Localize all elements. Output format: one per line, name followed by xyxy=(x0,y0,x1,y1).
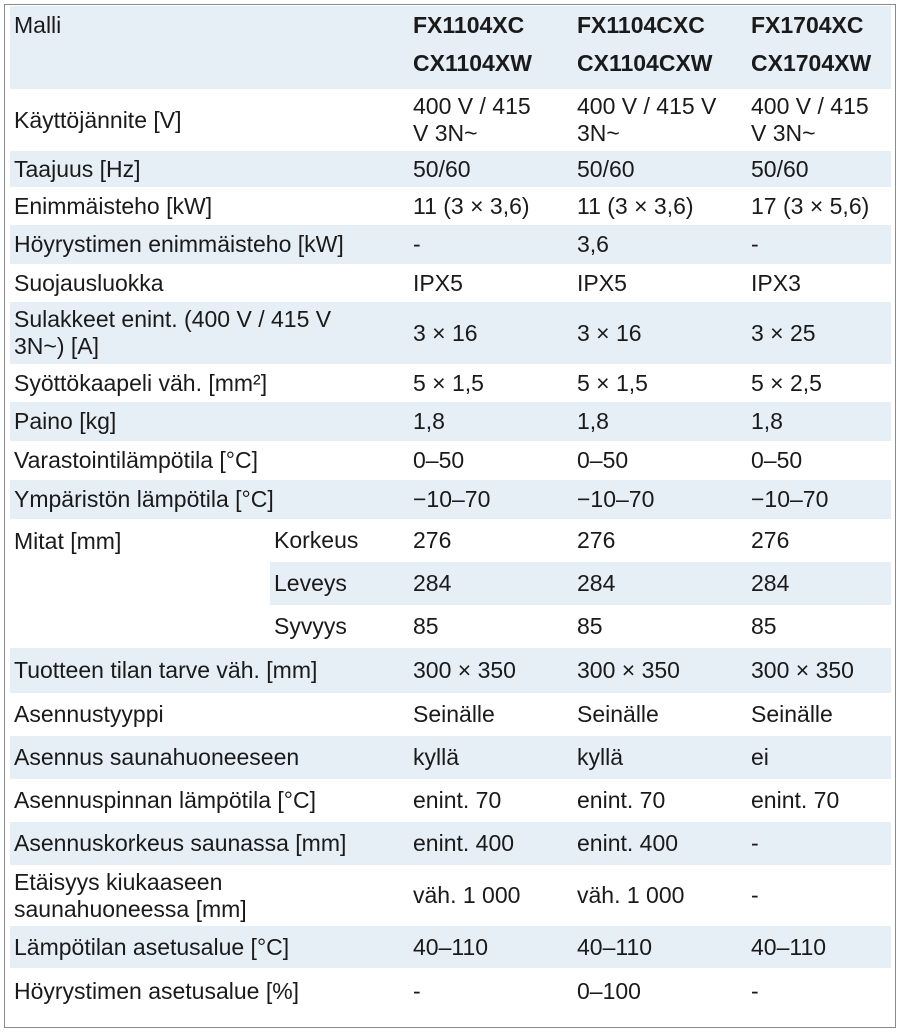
row-value: 400 V / 415 V 3N~ xyxy=(413,93,531,146)
table-row xyxy=(10,187,891,225)
row-label: Asennustyyppi xyxy=(14,701,164,727)
row-value: −10–70 xyxy=(413,486,491,512)
row-label: Etäisyys kiukaaseen saunahuoneessa [mm] xyxy=(14,868,247,922)
row-label: Asennus saunahuoneeseen xyxy=(14,744,300,770)
row-value: IPX5 xyxy=(413,269,463,296)
row-value: 0–50 xyxy=(413,447,465,473)
table-row xyxy=(10,926,891,968)
dimensions-block xyxy=(10,519,891,648)
row-value: 85 xyxy=(577,613,603,639)
row-value: - xyxy=(751,978,759,1004)
table-row xyxy=(10,364,891,402)
table-row xyxy=(10,89,891,151)
row-label: Taajuus [Hz] xyxy=(14,155,141,182)
row-value: 3 × 16 xyxy=(577,319,642,346)
table-row xyxy=(270,519,891,562)
row-value: 284 xyxy=(577,570,616,596)
table-row xyxy=(10,480,891,519)
row-value: 300 × 350 xyxy=(751,657,854,683)
row-value: 0–50 xyxy=(751,447,803,473)
row-label: Lämpötilan asetusalue [°C] xyxy=(14,933,290,960)
row-label: Enimmäisteho [kW] xyxy=(14,192,213,219)
row-label: Ympäristön lämpötila [°C] xyxy=(14,486,274,512)
row-label: Asennuspinnan lämpötila [°C] xyxy=(14,787,316,813)
row-value: 50/60 xyxy=(577,155,635,182)
table-row xyxy=(10,822,891,865)
row-value: 276 xyxy=(413,527,452,553)
row-label: Käyttöjännite [V] xyxy=(14,106,182,133)
row-label: Tuotteen tilan tarve väh. [mm] xyxy=(14,657,318,683)
row-label: Sulakkeet enint. (400 V / 415 V 3N~) [A] xyxy=(14,306,332,359)
row-value: - xyxy=(413,231,421,257)
table-row xyxy=(270,562,891,605)
table-row xyxy=(10,648,891,693)
row-value: - xyxy=(751,830,759,856)
row-label: Höyrystimen enimmäisteho [kW] xyxy=(14,231,344,257)
row-value: 400 V / 415 V 3N~ xyxy=(751,93,869,146)
row-value: enint. 70 xyxy=(413,787,502,813)
row-value: väh. 1 000 xyxy=(413,882,521,908)
row-value: −10–70 xyxy=(751,486,829,512)
spec-table-frame xyxy=(4,4,896,1028)
model-2-line2: CX1104CXW xyxy=(577,50,713,76)
row-value: - xyxy=(751,882,759,908)
row-value: 40–110 xyxy=(413,933,489,960)
header-model-1 xyxy=(409,6,573,82)
row-value: −10–70 xyxy=(577,486,655,512)
row-value: 5 × 2,5 xyxy=(751,369,822,396)
row-value: 17 (3 × 5,6) xyxy=(751,192,870,219)
row-value: 3 × 25 xyxy=(751,319,816,346)
row-value: enint. 400 xyxy=(577,830,679,856)
model-3-line1: FX1704XC xyxy=(751,12,864,38)
row-value: 85 xyxy=(413,613,439,639)
row-value: 11 (3 × 3,6) xyxy=(413,192,530,219)
header-model-3 xyxy=(747,6,890,82)
table-row xyxy=(10,441,891,480)
table-row xyxy=(10,968,891,1015)
row-value: Seinälle xyxy=(577,701,659,727)
row-value: Seinälle xyxy=(751,701,833,727)
model-3-line2: CX1704XW xyxy=(751,50,872,76)
row-value: enint. 70 xyxy=(577,787,666,813)
row-value: 284 xyxy=(751,570,790,596)
row-value: 276 xyxy=(751,527,790,553)
row-value: enint. 70 xyxy=(751,787,840,813)
row-value: 5 × 1,5 xyxy=(413,369,484,396)
row-value: 400 V / 415 V 3N~ xyxy=(577,93,717,146)
row-label: Varastointilämpötila [°C] xyxy=(14,447,258,473)
row-value: kyllä xyxy=(577,744,624,770)
table-header-row xyxy=(10,6,891,89)
model-1-line1: FX1104XC xyxy=(413,12,525,38)
table-row xyxy=(10,865,891,926)
dimensions-label: Mitat [mm] xyxy=(14,528,122,554)
row-value: IPX5 xyxy=(577,269,627,296)
row-value: 1,8 xyxy=(751,408,783,434)
row-value: 276 xyxy=(577,527,616,553)
row-value: Seinälle xyxy=(413,701,495,727)
table-row xyxy=(10,264,891,302)
row-label: Paino [kg] xyxy=(14,408,117,434)
dimension-label: Syvyys xyxy=(274,613,347,639)
header-model-2 xyxy=(573,6,747,82)
dimension-label: Leveys xyxy=(274,570,347,596)
row-value: 11 (3 × 3,6) xyxy=(577,192,694,219)
row-value: ei xyxy=(751,744,769,770)
model-1-line2: CX1104XW xyxy=(413,50,532,76)
dimension-label: Korkeus xyxy=(274,527,359,553)
row-value: 40–110 xyxy=(577,933,653,960)
row-value: 50/60 xyxy=(751,155,809,182)
row-label: Asennuskorkeus saunassa [mm] xyxy=(14,830,347,856)
table-row xyxy=(10,225,891,264)
dimensions-rows xyxy=(270,519,891,648)
row-value: - xyxy=(413,978,421,1004)
row-label: Suojausluokka xyxy=(14,269,164,296)
row-value: 85 xyxy=(751,613,777,639)
table-row xyxy=(10,302,891,364)
table-row xyxy=(10,402,891,441)
row-value: 300 × 350 xyxy=(577,657,680,683)
row-value: 300 × 350 xyxy=(413,657,516,683)
table-row xyxy=(10,151,891,187)
row-value: 0–50 xyxy=(577,447,629,473)
row-value: väh. 1 000 xyxy=(577,882,685,908)
row-value: 1,8 xyxy=(577,408,609,434)
table-row xyxy=(270,605,891,648)
row-label: Syöttökaapeli väh. [mm²] xyxy=(14,369,268,396)
row-value: 3 × 16 xyxy=(413,319,478,346)
row-value: 3,6 xyxy=(577,231,609,257)
row-value: 0–100 xyxy=(577,978,641,1004)
row-value: 284 xyxy=(413,570,452,596)
row-value: 5 × 1,5 xyxy=(577,369,648,396)
spec-table xyxy=(10,6,891,1015)
row-value: IPX3 xyxy=(751,269,801,296)
table-row xyxy=(10,736,891,779)
row-value: 50/60 xyxy=(413,155,471,182)
row-value: 40–110 xyxy=(751,933,827,960)
model-2-line1: FX1104CXC xyxy=(577,12,705,38)
header-label: Malli xyxy=(14,12,62,38)
table-row xyxy=(10,779,891,822)
row-value: enint. 400 xyxy=(413,830,515,856)
row-value: 1,8 xyxy=(413,408,445,434)
table-row xyxy=(10,693,891,736)
row-label: Höyrystimen asetusalue [%] xyxy=(14,978,300,1004)
row-value: - xyxy=(751,231,759,257)
row-value: kyllä xyxy=(413,744,460,770)
